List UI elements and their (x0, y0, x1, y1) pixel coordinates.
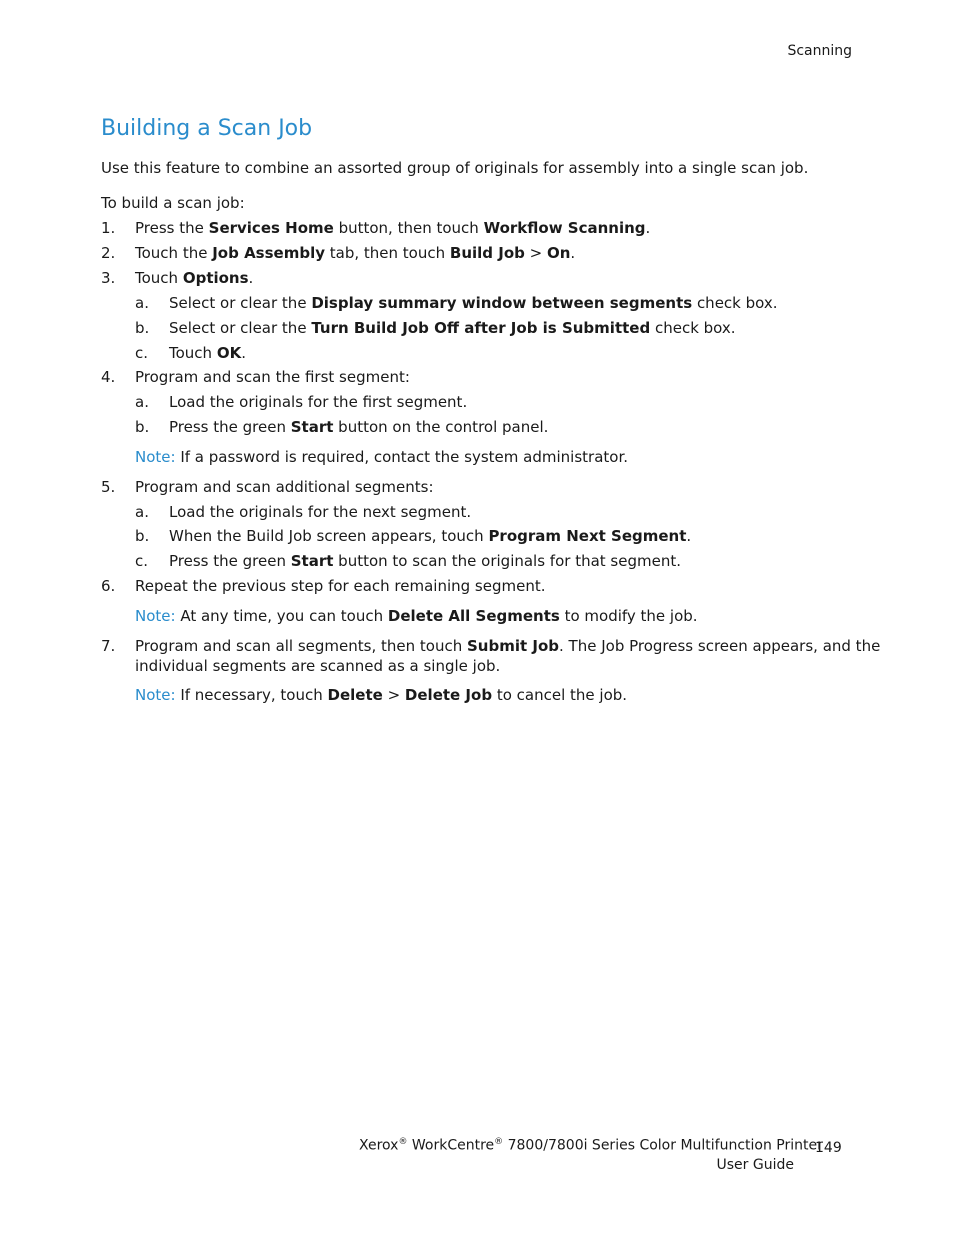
step-number: 1. (101, 219, 116, 237)
step-number: 6. (101, 577, 116, 595)
step-6-text: Repeat the previous step for each remaining segment. (135, 577, 546, 595)
step-1-text: Press the Services Home button, then touch Workflow Scanning. (135, 219, 651, 237)
substep-letter: c. (135, 552, 149, 570)
note-2: Note: At any time, you can touch Delete All Segments to modify the job. (135, 607, 698, 625)
lead-paragraph: To build a scan job: (101, 194, 245, 212)
substep-letter: b. (135, 319, 150, 337)
page-title: Building a Scan Job (101, 116, 313, 141)
step-5c-text: Press the green Start button to scan the originals for that segment. (169, 552, 681, 570)
note-label: Note: (135, 607, 176, 625)
step-7-text-line2: individual segments are scanned as a single job. (135, 657, 501, 675)
step-5-text: Program and scan additional segments: (135, 478, 434, 496)
step-5a-text: Load the originals for the next segment. (169, 503, 472, 521)
step-3c-text: Touch OK. (169, 344, 246, 362)
page-number: 149 (815, 1140, 842, 1156)
step-3a-text: Select or clear the Display summary window between segments check box. (169, 294, 778, 312)
step-number: 5. (101, 478, 116, 496)
note-label: Note: (135, 686, 176, 704)
footer-guide: User Guide (716, 1157, 794, 1173)
substep-letter: b. (135, 527, 150, 545)
intro-paragraph: Use this feature to combine an assorted group of originals for assembly into a single scan job. (101, 159, 809, 177)
step-number: 2. (101, 244, 116, 262)
step-4-text: Program and scan the first segment: (135, 368, 410, 386)
substep-letter: b. (135, 418, 150, 436)
step-2-text: Touch the Job Assembly tab, then touch Build Job > On. (135, 244, 576, 262)
step-4a-text: Load the originals for the first segment. (169, 393, 468, 411)
step-3-text: Touch Options. (135, 269, 254, 287)
step-number: 4. (101, 368, 116, 386)
note-3: Note: If necessary, touch Delete > Delete Job to cancel the job. (135, 686, 628, 704)
substep-letter: a. (135, 294, 149, 312)
note-1: Note: If a password is required, contact the system administrator. (135, 448, 629, 466)
note-label: Note: (135, 448, 176, 466)
substep-letter: a. (135, 503, 149, 521)
step-number: 7. (101, 637, 116, 655)
step-7-text: Program and scan all segments, then touch Submit Job. The Job Progress screen appears, and the (135, 637, 881, 655)
step-number: 3. (101, 269, 116, 287)
step-5b-text: When the Build Job screen appears, touch Program Next Segment. (169, 527, 692, 545)
substep-letter: a. (135, 393, 149, 411)
substep-letter: c. (135, 344, 149, 362)
running-header: Scanning (787, 43, 852, 59)
step-4b-text: Press the green Start button on the control panel. (169, 418, 549, 436)
step-3b-text: Select or clear the Turn Build Job Off after Job is Submitted check box. (169, 319, 736, 337)
footer-product: Xerox® WorkCentre® 7800/7800i Series Color Multifunction Printer (359, 1137, 823, 1154)
